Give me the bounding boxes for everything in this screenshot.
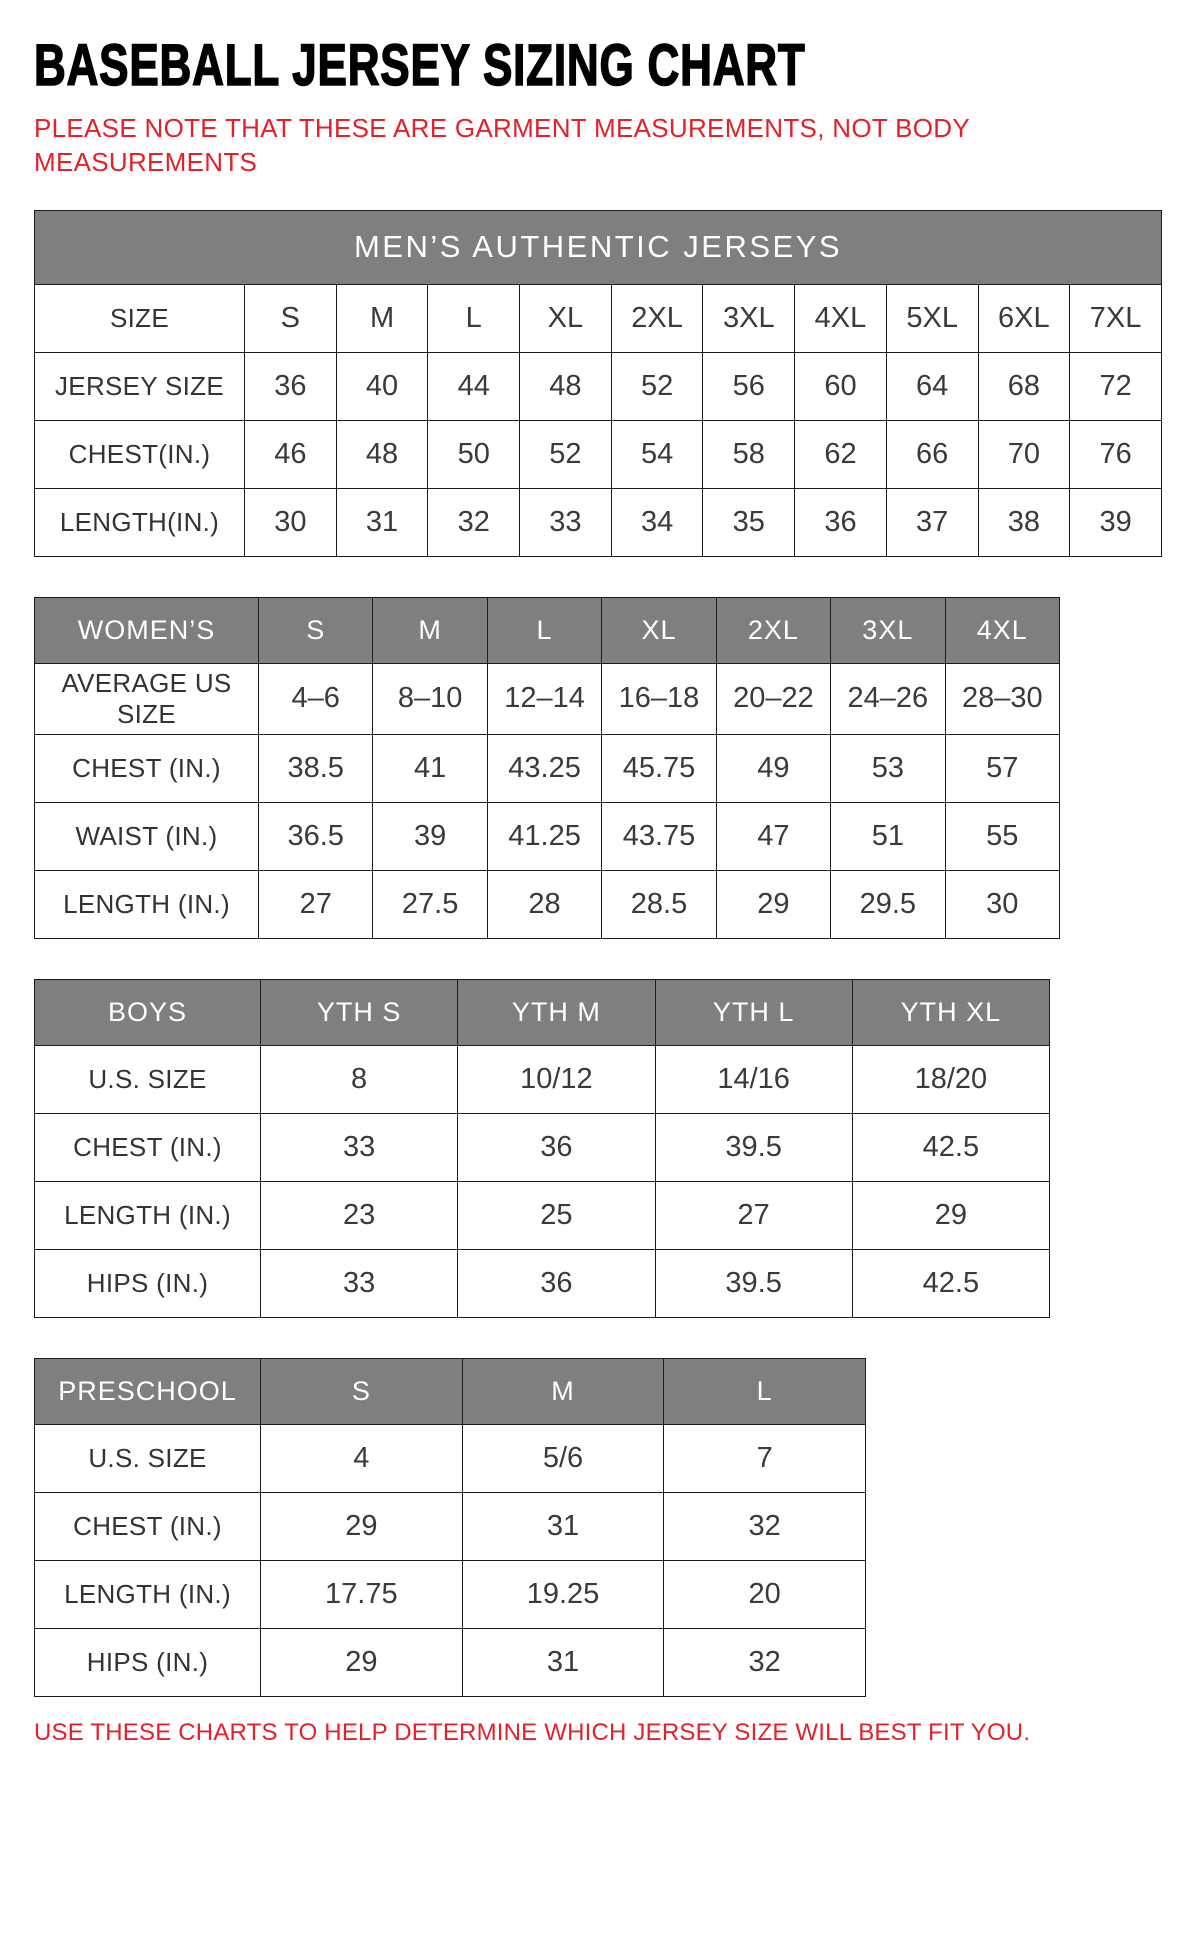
womens-size-value: 41.25 [487,802,601,870]
womens-size-value: 39 [373,802,487,870]
page-title: BASEBALL JERSEY SIZING CHART [34,33,806,98]
boys-table-title: BOYS [35,979,261,1045]
preschool-column-header: M [462,1358,664,1424]
womens-header-row [35,597,1060,663]
mens-authentic-jerseys-table [34,210,1162,557]
womens-column-header: XL [602,597,716,663]
womens-size-value: 8–10 [373,663,487,734]
boys-size-value: 39.5 [655,1249,852,1317]
preschool-header-row [35,1358,866,1424]
mens-size-value: 32 [428,488,520,556]
womens-column-header: M [373,597,487,663]
womens-size-value: 29.5 [831,870,945,938]
boys-size-value: 23 [261,1181,458,1249]
womens-row [35,734,1060,802]
womens-row [35,802,1060,870]
boys-row-label: U.S. SIZE [35,1045,261,1113]
womens-size-value: 20–22 [716,663,830,734]
preschool-size-value: 17.75 [261,1560,463,1628]
boys-row-label: CHEST (IN.) [35,1113,261,1181]
mens-size-value: 40 [336,352,428,420]
womens-row-label: LENGTH (IN.) [35,870,259,938]
mens-size-value: 7XL [1070,284,1162,352]
boys-size-value: 14/16 [655,1045,852,1113]
boys-row [35,1045,1050,1113]
womens-size-value: 36.5 [259,802,373,870]
boys-size-value: 33 [261,1249,458,1317]
womens-size-value: 28 [487,870,601,938]
boys-column-header: YTH M [458,979,655,1045]
mens-size-value: 34 [611,488,703,556]
boys-sizing-table [34,979,1050,1318]
mens-size-value: 50 [428,420,520,488]
mens-size-value: 76 [1070,420,1162,488]
womens-size-value: 57 [945,734,1059,802]
womens-size-value: 30 [945,870,1059,938]
preschool-size-value: 32 [664,1628,866,1696]
womens-size-value: 47 [716,802,830,870]
boys-size-value: 25 [458,1181,655,1249]
preschool-size-value: 7 [664,1424,866,1492]
womens-row-label: AVERAGE US SIZE [35,663,259,734]
preschool-size-value: 29 [261,1628,463,1696]
womens-column-header: 4XL [945,597,1059,663]
mens-size-value: 62 [795,420,887,488]
boys-row-label: LENGTH (IN.) [35,1181,261,1249]
mens-size-value: 56 [703,352,795,420]
womens-size-value: 53 [831,734,945,802]
mens-size-value: 72 [1070,352,1162,420]
boys-size-value: 42.5 [852,1249,1049,1317]
mens-size-value: 66 [886,420,978,488]
boys-size-value: 8 [261,1045,458,1113]
mens-row [35,488,1162,556]
mens-size-value: 39 [1070,488,1162,556]
mens-size-value: 31 [336,488,428,556]
mens-row [35,420,1162,488]
boys-size-value: 42.5 [852,1113,1049,1181]
boys-size-value: 27 [655,1181,852,1249]
boys-size-value: 39.5 [655,1113,852,1181]
preschool-row-label: U.S. SIZE [35,1424,261,1492]
preschool-size-value: 4 [261,1424,463,1492]
womens-row [35,870,1060,938]
womens-size-value: 43.25 [487,734,601,802]
mens-size-value: 44 [428,352,520,420]
mens-size-value: 52 [520,420,612,488]
womens-size-value: 28.5 [602,870,716,938]
preschool-row [35,1628,866,1696]
preschool-column-header: L [664,1358,866,1424]
mens-size-value: M [336,284,428,352]
mens-row-label: SIZE [35,284,245,352]
womens-size-value: 12–14 [487,663,601,734]
boys-size-value: 18/20 [852,1045,1049,1113]
garment-measurement-note: PLEASE NOTE THAT THESE ARE GARMENT MEASUREMENTS, NOT BODY MEASUREMENTS [34,113,970,178]
boys-column-header: YTH XL [852,979,1049,1045]
mens-size-value: 2XL [611,284,703,352]
boys-size-value: 33 [261,1113,458,1181]
mens-size-value: 35 [703,488,795,556]
preschool-size-value: 5/6 [462,1424,664,1492]
preschool-row-label: HIPS (IN.) [35,1628,261,1696]
womens-column-header: L [487,597,601,663]
womens-column-header: 3XL [831,597,945,663]
mens-row [35,284,1162,352]
preschool-size-value: 29 [261,1492,463,1560]
preschool-table-title: PRESCHOOL [35,1358,261,1424]
boys-size-value: 36 [458,1249,655,1317]
preschool-size-value: 31 [462,1628,664,1696]
boys-row [35,1181,1050,1249]
mens-size-value: 36 [795,488,887,556]
womens-column-header: 2XL [716,597,830,663]
mens-banner-row [35,210,1162,284]
mens-size-value: 3XL [703,284,795,352]
mens-size-value: 37 [886,488,978,556]
mens-size-value: 54 [611,420,703,488]
mens-row [35,352,1162,420]
boys-row [35,1113,1050,1181]
womens-size-value: 27.5 [373,870,487,938]
preschool-row [35,1492,866,1560]
womens-size-value: 38.5 [259,734,373,802]
mens-size-value: 46 [245,420,337,488]
womens-size-value: 41 [373,734,487,802]
boys-size-value: 36 [458,1113,655,1181]
mens-size-value: 30 [245,488,337,556]
womens-row-label: WAIST (IN.) [35,802,259,870]
mens-row-label: JERSEY SIZE [35,352,245,420]
womens-size-value: 28–30 [945,663,1059,734]
mens-size-value: 68 [978,352,1070,420]
mens-size-value: 36 [245,352,337,420]
mens-size-value: 52 [611,352,703,420]
mens-size-value: 33 [520,488,612,556]
mens-table-banner: MEN’S AUTHENTIC JERSEYS [35,210,1162,284]
boys-column-header: YTH S [261,979,458,1045]
boys-size-value: 10/12 [458,1045,655,1113]
womens-row [35,663,1060,734]
boys-column-header: YTH L [655,979,852,1045]
preschool-row [35,1424,866,1492]
mens-row-label: LENGTH(IN.) [35,488,245,556]
womens-table-title: WOMEN’S [35,597,259,663]
womens-size-value: 55 [945,802,1059,870]
preschool-size-value: 20 [664,1560,866,1628]
mens-size-value: 5XL [886,284,978,352]
mens-size-value: 70 [978,420,1070,488]
mens-row-label: CHEST(IN.) [35,420,245,488]
womens-sizing-table [34,597,1060,939]
mens-size-value: S [245,284,337,352]
womens-column-header: S [259,597,373,663]
mens-size-value: L [428,284,520,352]
womens-size-value: 51 [831,802,945,870]
womens-size-value: 29 [716,870,830,938]
boys-row [35,1249,1050,1317]
boys-header-row [35,979,1050,1045]
womens-row-label: CHEST (IN.) [35,734,259,802]
mens-size-value: 38 [978,488,1070,556]
boys-size-value: 29 [852,1181,1049,1249]
mens-size-value: 48 [336,420,428,488]
mens-size-value: 60 [795,352,887,420]
preschool-row-label: LENGTH (IN.) [35,1560,261,1628]
preschool-row [35,1560,866,1628]
mens-size-value: 58 [703,420,795,488]
womens-size-value: 24–26 [831,663,945,734]
boys-row-label: HIPS (IN.) [35,1249,261,1317]
preschool-column-header: S [261,1358,463,1424]
preschool-size-value: 31 [462,1492,664,1560]
womens-size-value: 4–6 [259,663,373,734]
mens-size-value: 4XL [795,284,887,352]
preschool-size-value: 19.25 [462,1560,664,1628]
preschool-row-label: CHEST (IN.) [35,1492,261,1560]
fit-advice-footer: USE THESE CHARTS TO HELP DETERMINE WHICH JERSEY SIZE WILL BEST FIT YOU. [34,1718,1031,1746]
mens-size-value: XL [520,284,612,352]
womens-size-value: 43.75 [602,802,716,870]
mens-size-value: 6XL [978,284,1070,352]
womens-size-value: 27 [259,870,373,938]
womens-size-value: 49 [716,734,830,802]
preschool-size-value: 32 [664,1492,866,1560]
womens-size-value: 16–18 [602,663,716,734]
mens-size-value: 48 [520,352,612,420]
mens-size-value: 64 [886,352,978,420]
preschool-sizing-table [34,1358,866,1697]
womens-size-value: 45.75 [602,734,716,802]
